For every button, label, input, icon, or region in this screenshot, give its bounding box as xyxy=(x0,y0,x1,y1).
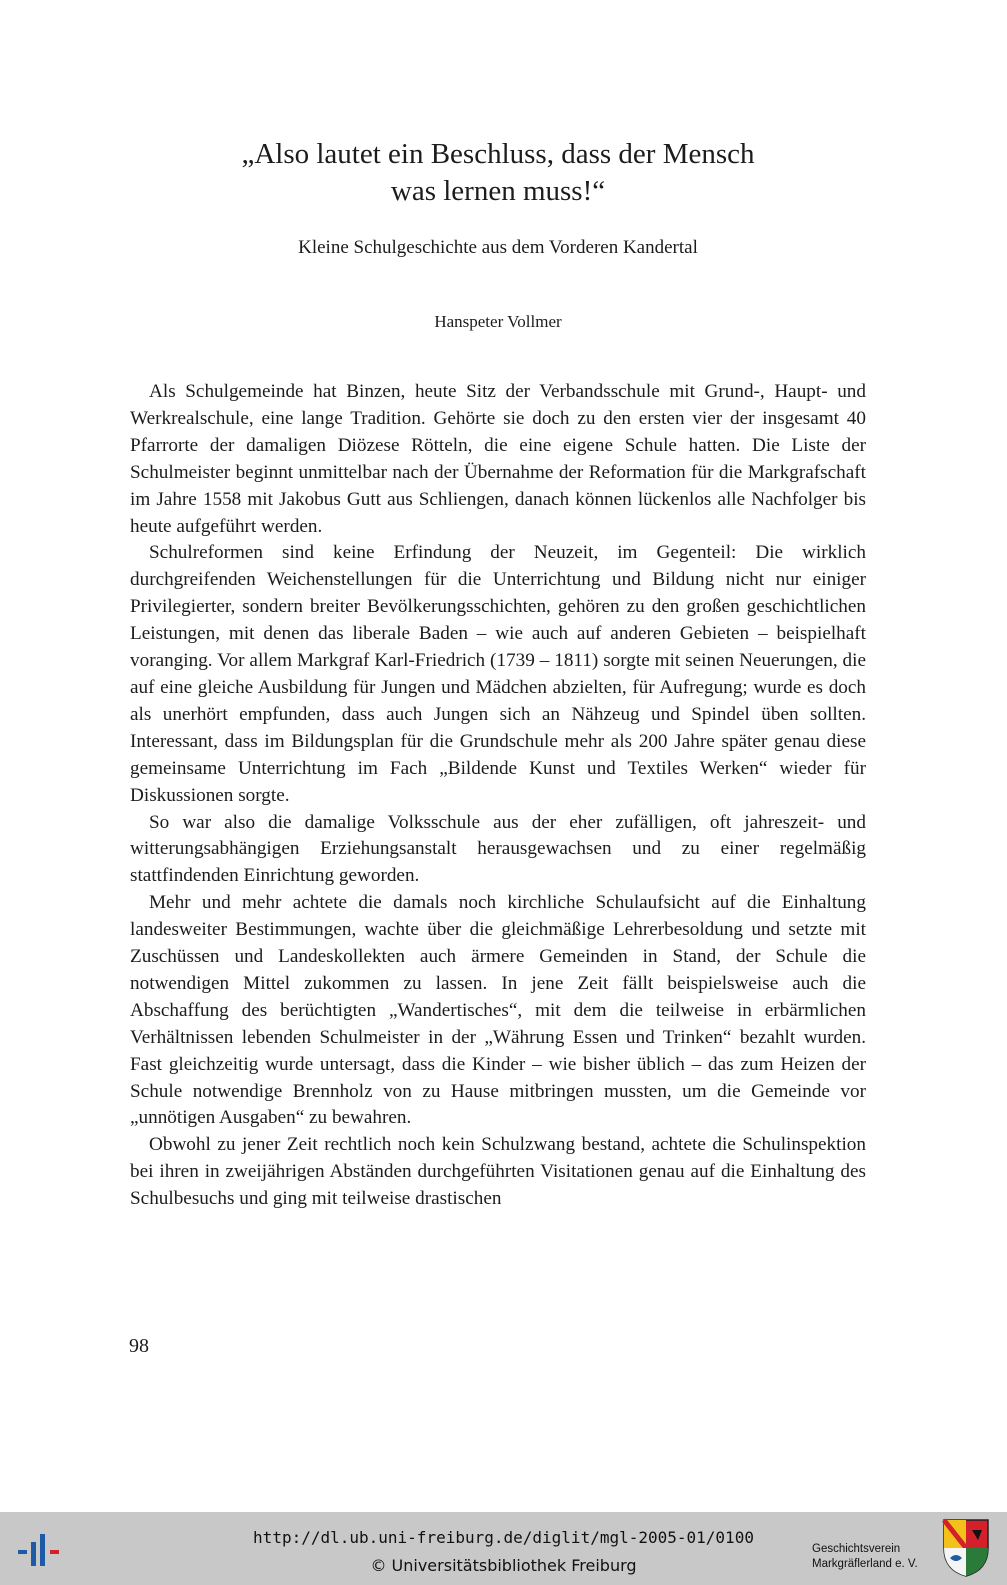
title-line-1: „Also lautet ein Beschluss, dass der Mensch xyxy=(241,138,755,170)
footer-bar xyxy=(0,1512,1007,1585)
paragraph: Schulreformen sind keine Erfindung der Neuzeit, im Gegenteil: Die wirklich durchgreifenden Weichenstellungen für die Unterrichtung und Bildung nicht nur einiger Privilegierter, sondern breiter Bevölkerungsschichten, gehören zu den großen geschichtlichen Leistungen, mit denen das liberale Baden – wie auch auf anderen Gebieten – beispielhaft voranging. Vor allem Markgraf Karl-Friedrich (1739 – 1811) sorgte mit seinen Neuerungen, die auf eine gleiche Ausbildung für Jungen und Mädchen abzielten, für Aufregung; wurde es doch als unerhört empfunden, dass auch Jungen sich an Nähzeug und Spindel üben sollten. Interessant, dass im Bildungsplan für die Grundschule mehr als 200 Jahre später genau diese gemeinsame Unterrichtung im Fach „Bildende Kunst und Textiles Werken“ wieder für Diskussionen sorgte. xyxy=(130,542,866,806)
paragraph: So war also die damalige Volksschule aus der eher zufälligen, oft jahreszeit- und witterungsabhängigen Erziehungsanstalt herausgewachsen und zu einer regelmäßig stattfindenden Einrichtung geworden. xyxy=(130,811,866,887)
article-author: Hanspeter Vollmer xyxy=(434,312,562,331)
copyright-notice: © Universitätsbibliothek Freiburg xyxy=(370,1556,637,1575)
page-number: 98 xyxy=(129,1335,149,1357)
article-subtitle: Kleine Schulgeschichte aus dem Vorderen Kandertal xyxy=(298,237,698,258)
coat-of-arms-icon xyxy=(942,1518,990,1578)
article-body xyxy=(130,379,866,1213)
paragraph: Als Schulgemeinde hat Binzen, heute Sitz der Verbandsschule mit Grund-, Haupt- und Werkrealschule, eine lange Tradition. Gehörte sie doch zu den ersten vier der insgesamt 40 Pfarrorte der damaligen Diözese Rötteln, die eine eigene Schule hatten. Die Liste der Schulmeister beginnt unmittelbar nach der Übernahme der Reformation für die Markgrafschaft im Jahre 1558 mit Jakobus Gutt aus Schliengen, danach können lückenlos alle Nachfolger bis heute aufgeführt werden. xyxy=(130,381,866,537)
society-name xyxy=(812,1542,932,1572)
title-line-2: was lernen muss!“ xyxy=(390,175,606,207)
paragraph: Obwohl zu jener Zeit rechtlich noch kein Schulzwang bestand, achtete die Schulinspektion bei ihren in zweijährigen Abständen durchgeführten Visitationen genau auf die Einhaltung des Schulbesuchs und ging mit teilweise drastischen xyxy=(130,1134,866,1210)
paragraph: Mehr und mehr achtete die damals noch kirchliche Schulaufsicht auf die Einhaltung landesweiter Bestimmungen, wachte über die gleichmäßige Lehrerbesoldung und setzte mit Zuschüssen und Landeskollekten auch ärmere Gemeinden in Stand, der Schule die notwendigen Mittel zukommen zu lassen. In jene Zeit fällt beispielsweise auch die Abschaffung des berüchtigten „Wandertisches“, mit dem die teilweise in erbärmlichen Verhältnissen lebenden Schulmeister in der „Währung Essen und Trinken“ bezahlt wurden. Fast gleichzeitig wurde untersagt, dass die Kinder – wie bisher üblich – das zum Heizen der Schule notwendige Brennholz von zu Hause mitbringen mussten, um die Gemeinde vor „unnötigen Ausgaben“ zu bewahren. xyxy=(130,892,866,1129)
source-url-link[interactable]: http://dl.ub.uni-freiburg.de/diglit/mgl-2005-01/0100 xyxy=(253,1528,754,1547)
society-line-1: Geschichtsverein xyxy=(812,1543,901,1555)
article-title xyxy=(130,136,866,210)
society-line-2: Markgräflerland e. V. xyxy=(812,1558,918,1570)
